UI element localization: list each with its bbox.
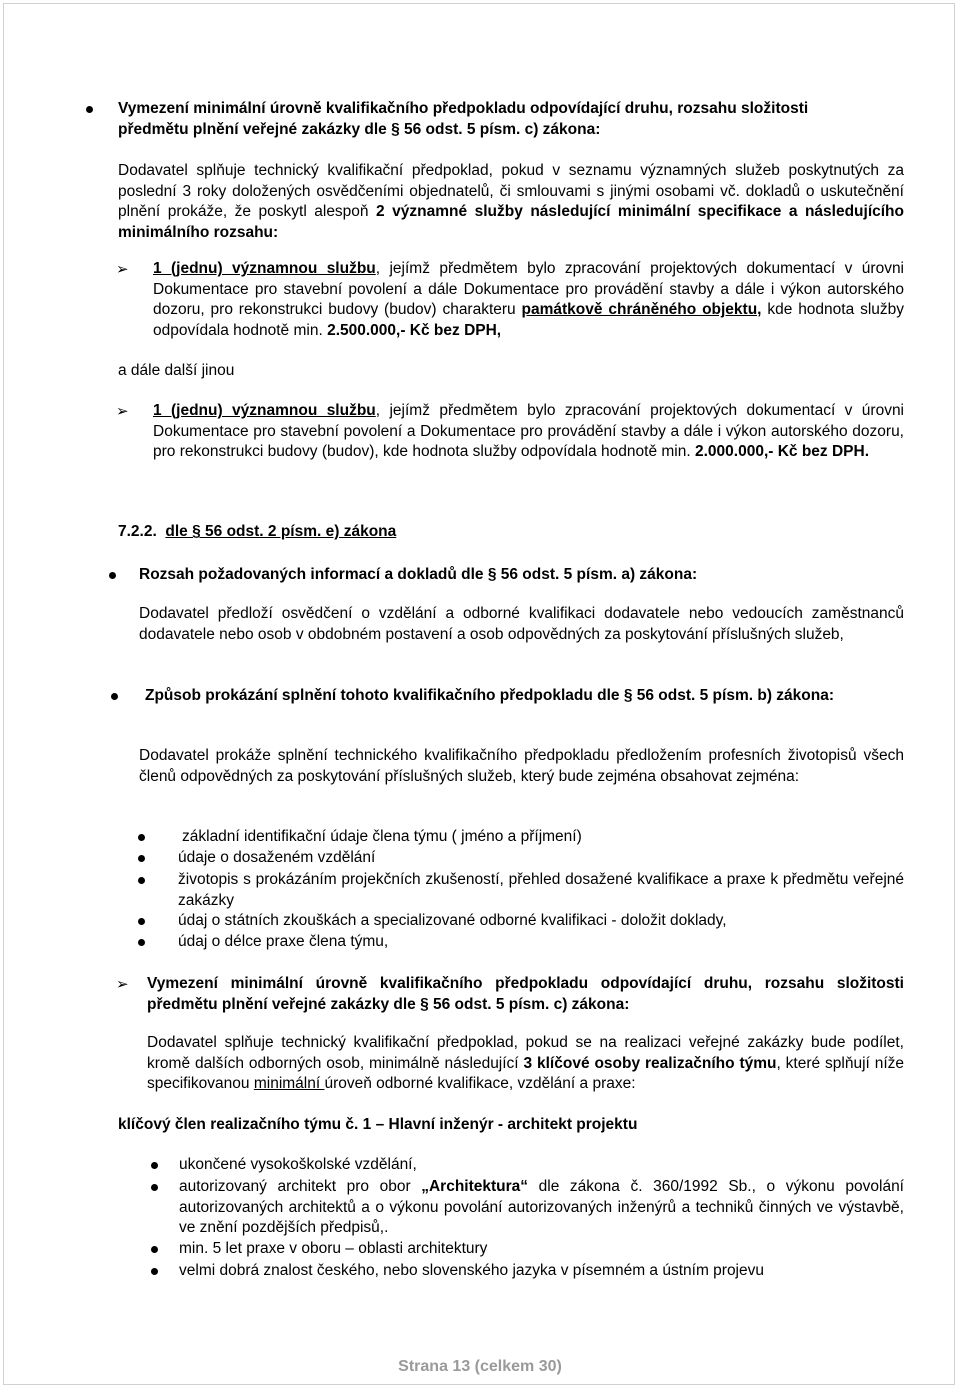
section1-heading (118, 99, 908, 140)
requirement-item: autorizovaný architekt pro obor „Architektura“ dle zákona č. 360/1992 Sb., o výkonu povolání autorizovaných architektů a o výkonu povolání autorizovaných inženýrů a techniků činných ve výstavbě, ve znění pozdějších předpisů,. (179, 1178, 904, 1236)
bullet-icon (86, 106, 93, 113)
heading-line1: Vymezení minimální úrovně kvalifikačního předpokladu odpovídající druhu, rozsahu složitosti (118, 100, 809, 117)
bullet-icon (138, 939, 145, 946)
list-item: údaj o státních zkouškách a specializované odborné kvalifikaci - doložit doklady, (178, 912, 727, 929)
bullet-icon (151, 1268, 158, 1275)
section2-heading: 7.2.2. dle § 56 odst. 2 písm. e) zákona (118, 523, 397, 540)
list-item: údaje o dosaženém vzdělání (178, 849, 376, 866)
bullet-icon (138, 877, 145, 884)
bullet-icon (111, 693, 118, 700)
page-footer: Strana 13 (celkem 30) (398, 1358, 562, 1375)
list-item: životopis s prokázáním projekčních zkušeností, přehled dosažené kvalifikace a praxe k předmětu veřejné zakázky (178, 871, 904, 909)
bullet-icon (151, 1246, 158, 1253)
bullet2-text: Dodavatel prokáže splnění technického kvalifikačního předpokladu předložením profesních životopisů všech členů odpovědných za poskytování příslušných služeb, který bude zejména obsahovat zejména: (139, 747, 904, 785)
list-item: údaj o délce praxe člena týmu, (178, 933, 389, 950)
bullet-icon (138, 834, 145, 841)
arrow-bullet-icon: ➢ (116, 975, 129, 993)
service-item-2: 1 (jednu) významnou službu, jejímž předmětem bylo zpracování projektových dokumentací v úrovni Dokumentace pro stavební povolení a Dokumentace pro provádění stavby a dále i výkon autorského dozoru, pro rekonstrukci budovy (budov), kde hodnota služby odpovídala hodnotě min. 2.000.000,- Kč bez DPH. (153, 402, 905, 460)
bullet2-title: Způsob prokázání splnění tohoto kvalifikačního předpokladu dle § 56 odst. 5 písm. b) zákona: (145, 687, 834, 704)
bullet-icon (109, 572, 116, 579)
bullet1-title: Rozsah požadovaných informací a dokladů dle § 56 odst. 5 písm. a) zákona: (139, 566, 698, 583)
arrow-bullet-icon: ➢ (116, 402, 129, 420)
bullet-icon (151, 1184, 158, 1191)
section1-paragraph: Dodavatel splňuje technický kvalifikační předpoklad, pokud v seznamu významných služeb poskytnutých za poslední 3 roky doložených osvědčeními objednatelů, či smlouvami s jinými osobami vč. dokladů o uskutečnění plnění prokáže, že poskytl alespoň 2 významné služby následující minimální specifikace a následujícího minimálního rozsahu: (118, 162, 904, 241)
bullet-icon (151, 1162, 158, 1169)
section3-heading: Vymezení minimální úrovně kvalifikačního předpokladu odpovídající druhu, rozsahu složitosti předmětu plnění veřejné zakázky dle § 56 odst. 5 písm. c) zákona: (147, 975, 904, 1013)
arrow-bullet-icon: ➢ (116, 260, 129, 278)
service-item-1: 1 (jednu) významnou službu, jejímž předmětem bylo zpracování projektových dokumentací v úrovni Dokumentace pro stavební povolení a dále Dokumentace pro provádění stavby a dále i výkon autorského dozoru, pro rekonstrukci budovy (budov) charakteru památkově chráněného objektu, kde hodnota služby odpovídala hodnotě min. 2.500.000,- Kč bez DPH, (153, 260, 905, 339)
and-further-text: a dále další jinou (118, 362, 235, 379)
bullet-icon (138, 918, 145, 925)
bullet-icon (138, 855, 145, 862)
requirement-item: min. 5 let praxe v oboru – oblasti architektury (179, 1240, 488, 1257)
bullet1-text: Dodavatel předloží osvědčení o vzdělání a odborné kvalifikaci dodavatele nebo vedoucích zaměstnanců dodavatele nebo osob v obdobném postavení a osob odpovědných za poskytování příslušných služeb, (139, 605, 904, 643)
section3-paragraph: Dodavatel splňuje technický kvalifikační předpoklad, pokud se na realizaci veřejné zakázky bude podílet, kromě dalších odborných osob, minimálně následující 3 klíčové osoby realizačního týmu, které splňují níže specifikovanou minimální úroveň odborné kvalifikace, vzdělání a praxe: (147, 1034, 904, 1092)
requirement-item: ukončené vysokoškolské vzdělání, (179, 1156, 417, 1173)
member-heading: klíčový člen realizačního týmu č. 1 – Hlavní inženýr - architekt projektu (118, 1116, 638, 1133)
list-item: základní identifikační údaje člena týmu ( jméno a příjmení) (182, 828, 582, 845)
requirement-item: velmi dobrá znalost českého, nebo slovenského jazyka v písemném a ústním projevu (179, 1262, 764, 1279)
heading-line2: předmětu plnění veřejné zakázky dle § 56 odst. 5 písm. c) zákona: (118, 120, 601, 138)
